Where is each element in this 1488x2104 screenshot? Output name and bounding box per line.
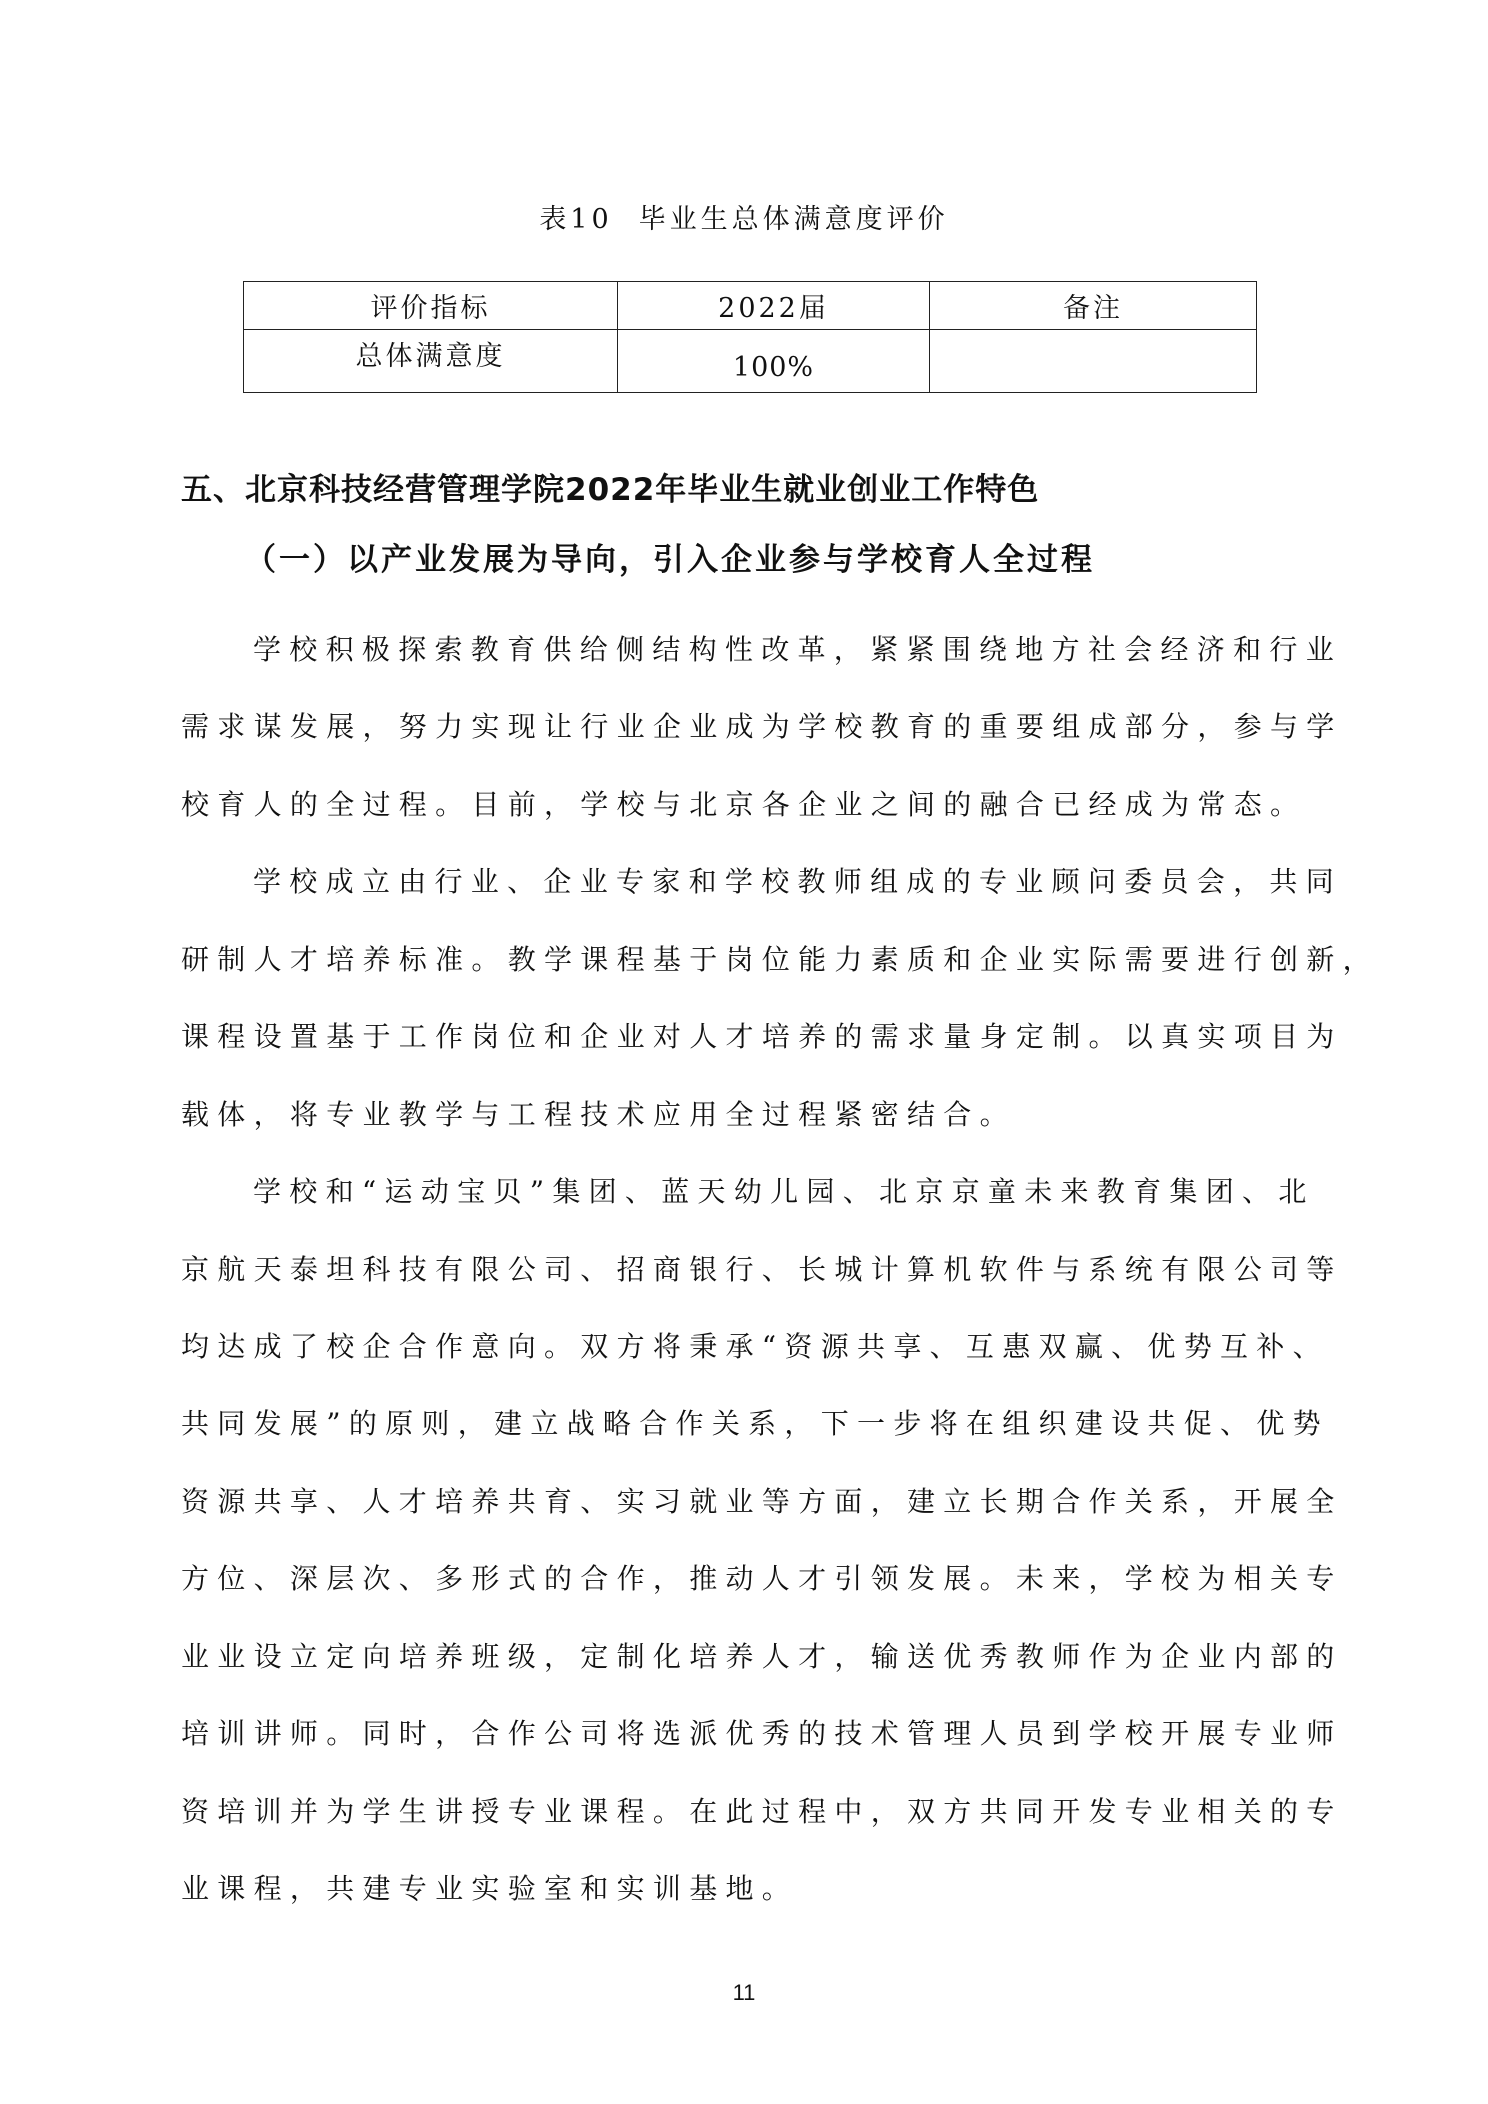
- section-heading: 五、北京科技经营管理学院2022年毕业生就业创业工作特色: [181, 472, 1040, 508]
- body-text: [181, 611, 1379, 1927]
- cell-value: [618, 330, 930, 393]
- paragraph-2: [181, 843, 1379, 1153]
- paragraph-line: 京航天泰坦科技有限公司、招商银行、长城计算机软件与系统有限公司等: [181, 1252, 1343, 1286]
- table-title: 毕业生总体满意度评价: [638, 204, 949, 235]
- paragraph-line: 资培训并为学生讲授专业课程。在此过程中，双方共同开发专业相关的专: [181, 1794, 1343, 1828]
- table-number: 表10: [539, 204, 613, 235]
- paragraph-line: 共同发展”的原则，建立战略合作关系，下一步将在组织建设共促、优势: [181, 1407, 1329, 1441]
- cell-note: [930, 330, 1257, 393]
- paragraph-line: 载体，将专业教学与工程技术应用全过程紧密结合。: [181, 1097, 1016, 1131]
- table-row: [244, 330, 1257, 393]
- table-header-row: [244, 282, 1257, 330]
- paragraph-line: 业课程，共建专业实验室和实训基地。: [181, 1872, 799, 1905]
- header-note: 备注: [930, 282, 1257, 330]
- header-indicator: 评价指标: [244, 282, 618, 330]
- subsection-heading: （一）以产业发展为导向，引入企业参与学校育人全过程: [245, 542, 1095, 578]
- value-text: 100%: [732, 351, 815, 383]
- paragraph-line: 需求谋发展，努力实现让行业企业成为学校教育的重要组成部分，参与学: [181, 710, 1343, 744]
- paragraph-line: 学校积极探索教育供给侧结构性改革，紧紧围绕地方社会经济和行业: [253, 633, 1343, 666]
- paragraph-1: [181, 611, 1343, 843]
- table-caption: [0, 200, 1488, 240]
- paragraph-line: 课程设置基于工作岗位和企业对人才培养的需求量身定制。以真实项目为: [181, 1020, 1343, 1054]
- header-cohort-2022: 2022届: [618, 282, 930, 330]
- satisfaction-table: [243, 281, 1257, 393]
- page-number: 11: [732, 1980, 756, 2005]
- paragraph-line: 资源共享、人才培养共育、实习就业等方面，建立长期合作关系，开展全: [181, 1484, 1343, 1518]
- paragraph-line: 均达成了校企合作意向。双方将秉承“资源共享、互惠双赢、优势互补、: [181, 1329, 1329, 1363]
- paragraph-line: 方位、深层次、多形式的合作，推动人才引领发展。未来，学校为相关专: [181, 1562, 1343, 1596]
- paragraph-line: 校育人的全过程。目前，学校与北京各企业之间的融合已经成为常态。: [181, 787, 1307, 821]
- indicator-text: 总体满意度: [355, 340, 506, 372]
- paragraph-line: 学校和“运动宝贝”集团、蓝天幼儿园、北京京童未来教育集团、北: [253, 1175, 1315, 1209]
- paragraph-line: 研制人才培养标准。教学课程基于岗位能力素质和企业实际需要进行创新，: [181, 942, 1379, 976]
- paragraph-3: [181, 1153, 1343, 1927]
- paragraph-line: 学校成立由行业、企业专家和学校教师组成的专业顾问委员会，共同: [253, 865, 1343, 899]
- paragraph-line: 业业设立定向培养班级，定制化培养人才，输送优秀教师作为企业内部的: [181, 1639, 1343, 1673]
- paragraph-line: 培训讲师。同时，合作公司将选派优秀的技术管理人员到学校开展专业师: [181, 1717, 1343, 1751]
- cell-indicator: [244, 330, 618, 393]
